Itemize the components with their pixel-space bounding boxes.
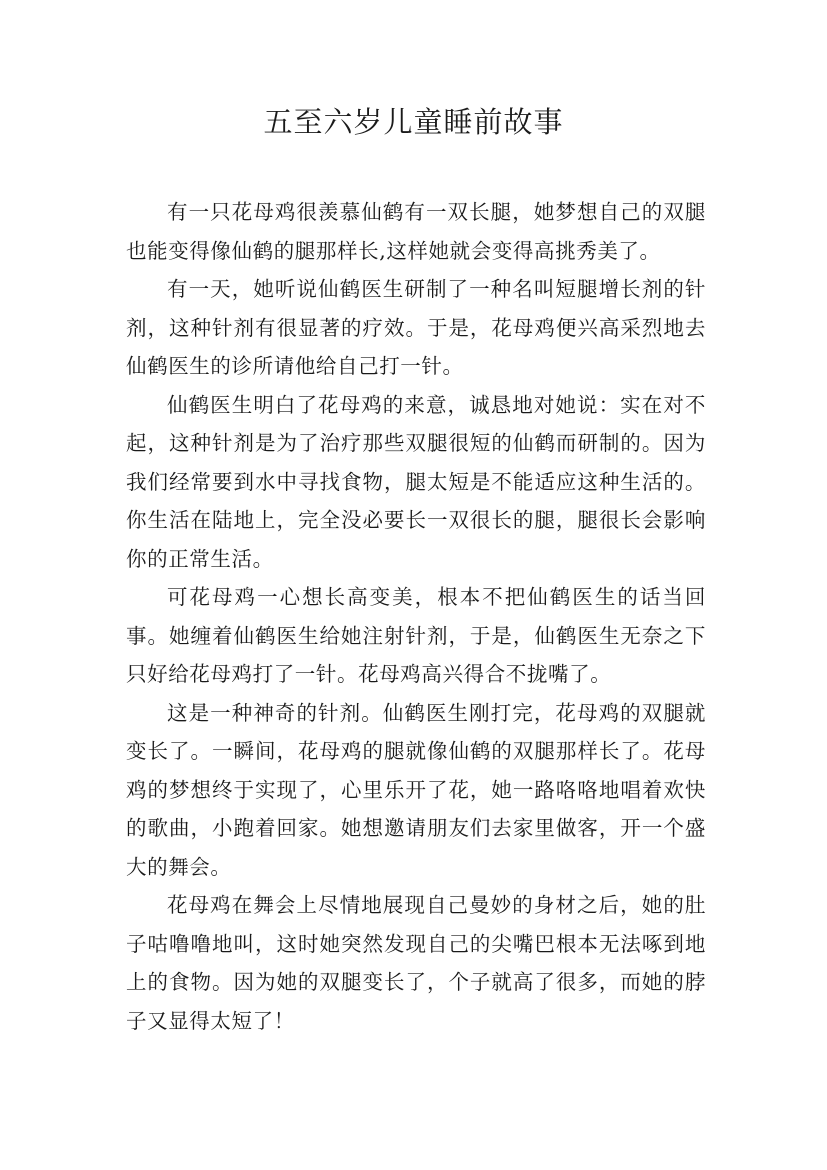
paragraph: 仙鹤医生明白了花母鸡的来意，诚恳地对她说：实在对不起，这种针剂是为了治疗那些双腿很短的仙鹤而研制的。因为我们经常要到水中寻找食物，腿太短是不能适应这种生活的。你生活在陆地上，完全没必要长一双很长的腿，腿很长会影响你的正常生活。 xyxy=(126,392,706,571)
paragraph: 这是一种神奇的针剂。仙鹤医生刚打完，花母鸡的双腿就变长了。一瞬间，花母鸡的腿就像仙鹤的双腿那样长了。花母鸡的梦想终于实现了，心里乐开了花，她一路咯咯地唱着欢快的歌曲，小跑着回家。她想邀请朋友们去家里做客，开一个盛大的舞会。 xyxy=(126,700,706,879)
paragraph: 可花母鸡一心想长高变美，根本不把仙鹤医生的话当回事。她缠着仙鹤医生给她注射针剂，于是，仙鹤医生无奈之下只好给花母鸡打了一针。花母鸡高兴得合不拢嘴了。 xyxy=(126,585,706,686)
document-body xyxy=(126,193,706,1040)
paragraph: 有一只花母鸡很羡慕仙鹤有一双长腿，她梦想自己的双腿也能变得像仙鹤的腿那样长,这样她就会变得高挑秀美了。 xyxy=(126,200,706,263)
paragraph: 花母鸡在舞会上尽情地展现自己曼妙的身材之后，她的肚子咕噜噜地叫，这时她突然发现自己的尖嘴巴根本无法啄到地上的食物。因为她的双腿变长了，个子就高了很多，而她的脖子又显得太短了！ xyxy=(126,893,706,1033)
document-title: 五至六岁儿童睡前故事 xyxy=(263,105,564,139)
paragraph: 有一天，她听说仙鹤医生研制了一种名叫短腿增长剂的针剂，这种针剂有很显著的疗效。于是，花母鸡便兴高采烈地去仙鹤医生的诊所请他给自己打一针。 xyxy=(126,277,706,378)
